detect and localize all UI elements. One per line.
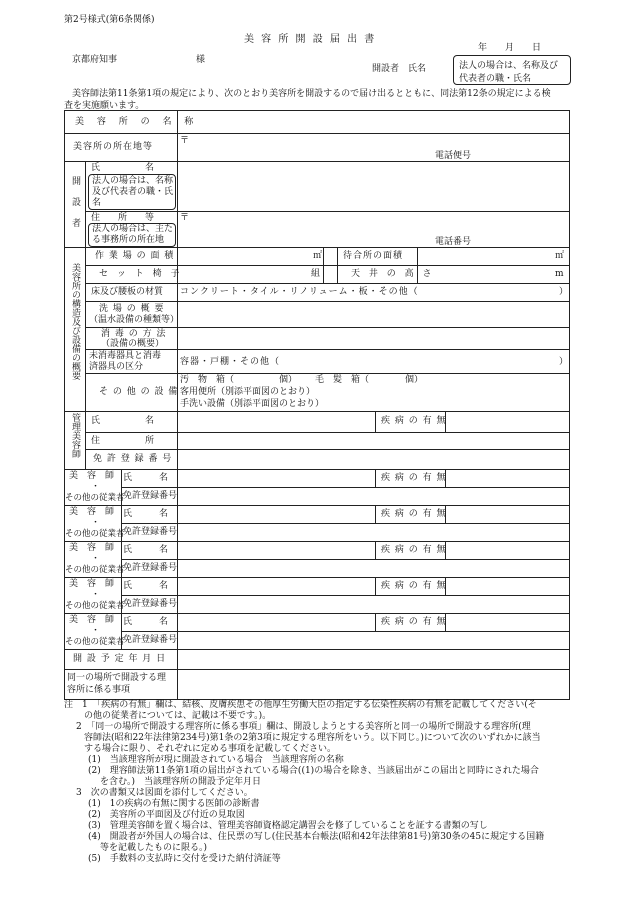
founder-name-note2: 及び代表者の職・氏 [92, 187, 174, 197]
note-line: 3 次の書類又は図面を添付してください。 [76, 788, 253, 798]
date-field: 年 月 日 [478, 43, 542, 53]
rule [65, 577, 569, 578]
staff-role-bottom: その他の従業者 [65, 637, 125, 647]
founder-address-label: 住 所 等 [91, 213, 155, 223]
staff-role-top: 美 容 師 [69, 543, 115, 553]
corp-note-line1: 法人の場合は、名称及び [459, 61, 559, 71]
storage-label: 未消毒器具と消毒 [89, 351, 162, 361]
staff-name-label: 氏 名 [123, 473, 169, 483]
note-line: (2) 理容師法第11条第1項の届出がされている場合((1)の場合を除き、当該届出がこの届出と同時にされた場合 [88, 766, 539, 776]
rule [85, 411, 86, 469]
rule [65, 469, 569, 470]
note-line: (2) 美容所の平面図及び付近の見取図 [88, 810, 245, 820]
founder-name-note3: 名 [92, 198, 102, 208]
staff-role-dot: ・ [91, 482, 101, 492]
founder-side-label: 開設者 [70, 176, 80, 239]
floor-close: ） [559, 287, 569, 297]
rule [177, 669, 178, 699]
manager-side-label: 管理美容師 [70, 413, 80, 458]
staff-role-top: 美 容 師 [69, 579, 115, 589]
note-line: を含む。) 当該理容所の開設予定年月日 [100, 777, 262, 787]
note-line: 2 「同一の場所で開設する理容所に係る事項」欄は、開設しようとする美容所と同一の場所で開設する理容所(理 [76, 722, 531, 732]
note-line: (1) 1の疾病の有無に関する医師の診断書 [88, 799, 260, 809]
staff-role-bottom: その他の従業者 [65, 565, 125, 575]
rule [85, 301, 569, 302]
staff-role-dot: ・ [91, 518, 101, 528]
rule [337, 247, 338, 283]
staff-name-label: 氏 名 [123, 581, 169, 591]
manager-license-label: 免 許 登 録 番 号 [93, 454, 173, 464]
same-place-label1: 同一の場所で開設する理 [67, 673, 167, 683]
note-line: (1) 当該理容所が現に開設されている場合 当該理容所の名称 [88, 755, 344, 765]
rule [85, 432, 569, 433]
chairs-unit: 組 [311, 269, 321, 279]
staff-role-top: 美 容 師 [69, 471, 115, 481]
phone-postal-label: 電話便号 [435, 151, 472, 161]
rule [375, 541, 376, 559]
rule [85, 327, 569, 328]
wash-sub-label: （温水設備の種類等） [89, 315, 180, 325]
rule [375, 577, 376, 595]
staff-license-label: 免許登録番号 [123, 563, 178, 573]
registration-form-table [64, 110, 570, 700]
staff-disease-label: 疾 病 の 有 無 [381, 545, 447, 555]
rule [65, 669, 569, 670]
staff-role-dot: ・ [91, 590, 101, 600]
corp-note-line2: 代表者の職・氏名 [459, 74, 532, 84]
ceiling-unit: m [555, 269, 564, 279]
rule [121, 631, 569, 632]
rule [85, 373, 569, 374]
page-title: 美 容 所 開 設 届 出 書 [244, 34, 377, 45]
same-place-label2: 容所に係る事項 [67, 685, 131, 695]
rule [85, 449, 569, 450]
rule [65, 133, 569, 134]
hair-box: 毛 髪 箱（ 個） [315, 375, 424, 385]
rule [65, 649, 569, 650]
rule [85, 247, 86, 411]
staff-disease-label: 疾 病 の 有 無 [381, 617, 447, 627]
staff-disease-label: 疾 病 の 有 無 [381, 581, 447, 591]
rule [375, 613, 376, 631]
staff-role-bottom: その他の従業者 [65, 493, 125, 503]
structure-side-label: 美容所の構造及び設備の概要 [70, 263, 80, 380]
founder-address-note1: 法人の場合は、主た [92, 224, 174, 234]
rule [85, 211, 569, 212]
staff-license-label: 免許登録番号 [123, 635, 178, 645]
staff-role-top: 美 容 師 [69, 507, 115, 517]
handwash: 手洗い設備（別添平面図のとおり） [180, 399, 325, 409]
facility-name-label: 美 容 所 の 名 称 [75, 117, 199, 127]
manager-address-label: 住 所 [91, 436, 155, 446]
chairs-label: セ ッ ト 椅 子 [99, 269, 183, 279]
notes-section [64, 700, 570, 880]
staff-disease-label: 疾 病 の 有 無 [381, 473, 447, 483]
founder-address-note2: る事務所の所在地 [92, 235, 165, 245]
staff-name-label: 氏 名 [123, 545, 169, 555]
form-number: 第2号様式(第6条関係) [64, 15, 155, 25]
rule [85, 161, 86, 247]
staff-license-label: 免許登録番号 [123, 599, 178, 609]
floor-label: 床及び腰板の材質 [91, 287, 164, 297]
storage-sub-label: 済器具の区分 [89, 362, 144, 372]
note-line: の他の従業者については、記載は不要です。)。 [84, 711, 272, 721]
rule [85, 283, 569, 284]
rule [121, 559, 569, 560]
intro-line1: 美容師法第11条第1項の規定により、次のとおり美容所を開設するので届け出るとともに、同法第12条の規定による検 [72, 89, 551, 99]
rule [65, 613, 569, 614]
staff-role-top: 美 容 師 [69, 615, 115, 625]
storage-close: ） [559, 357, 569, 367]
floor-value: コンクリート・タイル・リノリューム・板・その他（ [180, 287, 419, 297]
rule [375, 411, 376, 432]
rule [177, 111, 178, 469]
rule [65, 247, 569, 248]
staff-name-label: 氏 名 [123, 509, 169, 519]
manager-name-label: 氏 名 [91, 416, 155, 426]
applicant-label: 開設者 氏名 [372, 64, 427, 74]
disinfect-sub-label: （設備の概要） [101, 339, 165, 349]
note-line: 等を記載したものに限る。) [100, 843, 208, 853]
staff-license-label: 免許登録番号 [123, 527, 178, 537]
rule [121, 523, 569, 524]
note-line: 容師法(昭和22年法律第234号)第1条の2第3項に規定する理容所をいう。以下同じ。)について次のいずれかに該当 [84, 733, 541, 743]
staff-role-dot: ・ [91, 626, 101, 636]
rule [375, 505, 376, 523]
founder-phone-label: 電話番号 [435, 237, 472, 247]
note-line: (3) 管理美容師を置く場合は、管理美容師資格認定講習会を修了していることを証する書類の写し [88, 821, 488, 831]
facility-address-label: 美容所の所在地等 [73, 142, 154, 152]
staff-role-bottom: その他の従業者 [65, 529, 125, 539]
addressee: 京都府知事 [72, 55, 118, 65]
postal-mark: 〒 [180, 136, 190, 146]
staff-license-label: 免許登録番号 [123, 491, 178, 501]
note-line: する場合に限り、それぞれに定める事項を記載してください。 [84, 744, 337, 754]
wash-label: 洗 場 の 概 要 [99, 304, 165, 314]
waiting-area-unit: ㎡ [555, 251, 565, 261]
honorific: 様 [196, 55, 206, 65]
manager-disease-label: 疾 病 の 有 無 [381, 416, 447, 426]
storage-value: 容器・戸棚・その他（ [180, 357, 281, 367]
toilet: 客用便所（別添平面図のとおり） [180, 387, 316, 397]
rule [65, 161, 569, 162]
open-date-label: 開 設 予 定 年 月 日 [73, 654, 167, 664]
ceiling-label: 天 井 の 高 さ [351, 269, 435, 279]
rule [323, 247, 324, 283]
rule [121, 595, 569, 596]
staff-disease-label: 疾 病 の 有 無 [381, 509, 447, 519]
work-area-label: 作 業 場 の 面 積 [95, 251, 175, 261]
note-line: (5) 手数料の支払時に交付を受けた納付済証等 [88, 854, 281, 864]
staff-name-label: 氏 名 [123, 617, 169, 627]
staff-role-bottom: その他の従業者 [65, 601, 125, 611]
founder-postal-mark: 〒 [180, 213, 190, 223]
rule [65, 541, 569, 542]
founder-name-label: 氏 名 [91, 163, 155, 173]
other-equipment-label: そ の 他 の 設 備 [99, 387, 179, 397]
note-line: (4) 開設者が外国人の場合は、住民票の写し(住民基本台帳法(昭和42年法律第81号)第30条の45に規定する国籍 [88, 832, 545, 842]
staff-role-dot: ・ [91, 554, 101, 564]
waiting-area-label: 待合所の面積 [343, 251, 404, 261]
dirt-box: 汚 物 箱（ 個） [180, 375, 298, 385]
rule [85, 265, 569, 266]
rule [85, 349, 569, 350]
disinfect-label: 消 毒 の 方 法 [101, 329, 167, 339]
rule [121, 487, 569, 488]
founder-name-note1: 法人の場合は、名称 [92, 176, 174, 186]
intro-line2: 査を実施願います。 [64, 101, 145, 111]
rule [177, 469, 178, 669]
rule [65, 505, 569, 506]
rule [375, 469, 376, 487]
rule [65, 411, 569, 412]
note-line: 注 1 「疾病の有無」欄は、結核、皮膚疾患その他厚生労働大臣の指定する伝染性疾病の有無を記載してください(そ [64, 700, 537, 710]
work-area-unit: ㎡ [313, 251, 323, 261]
